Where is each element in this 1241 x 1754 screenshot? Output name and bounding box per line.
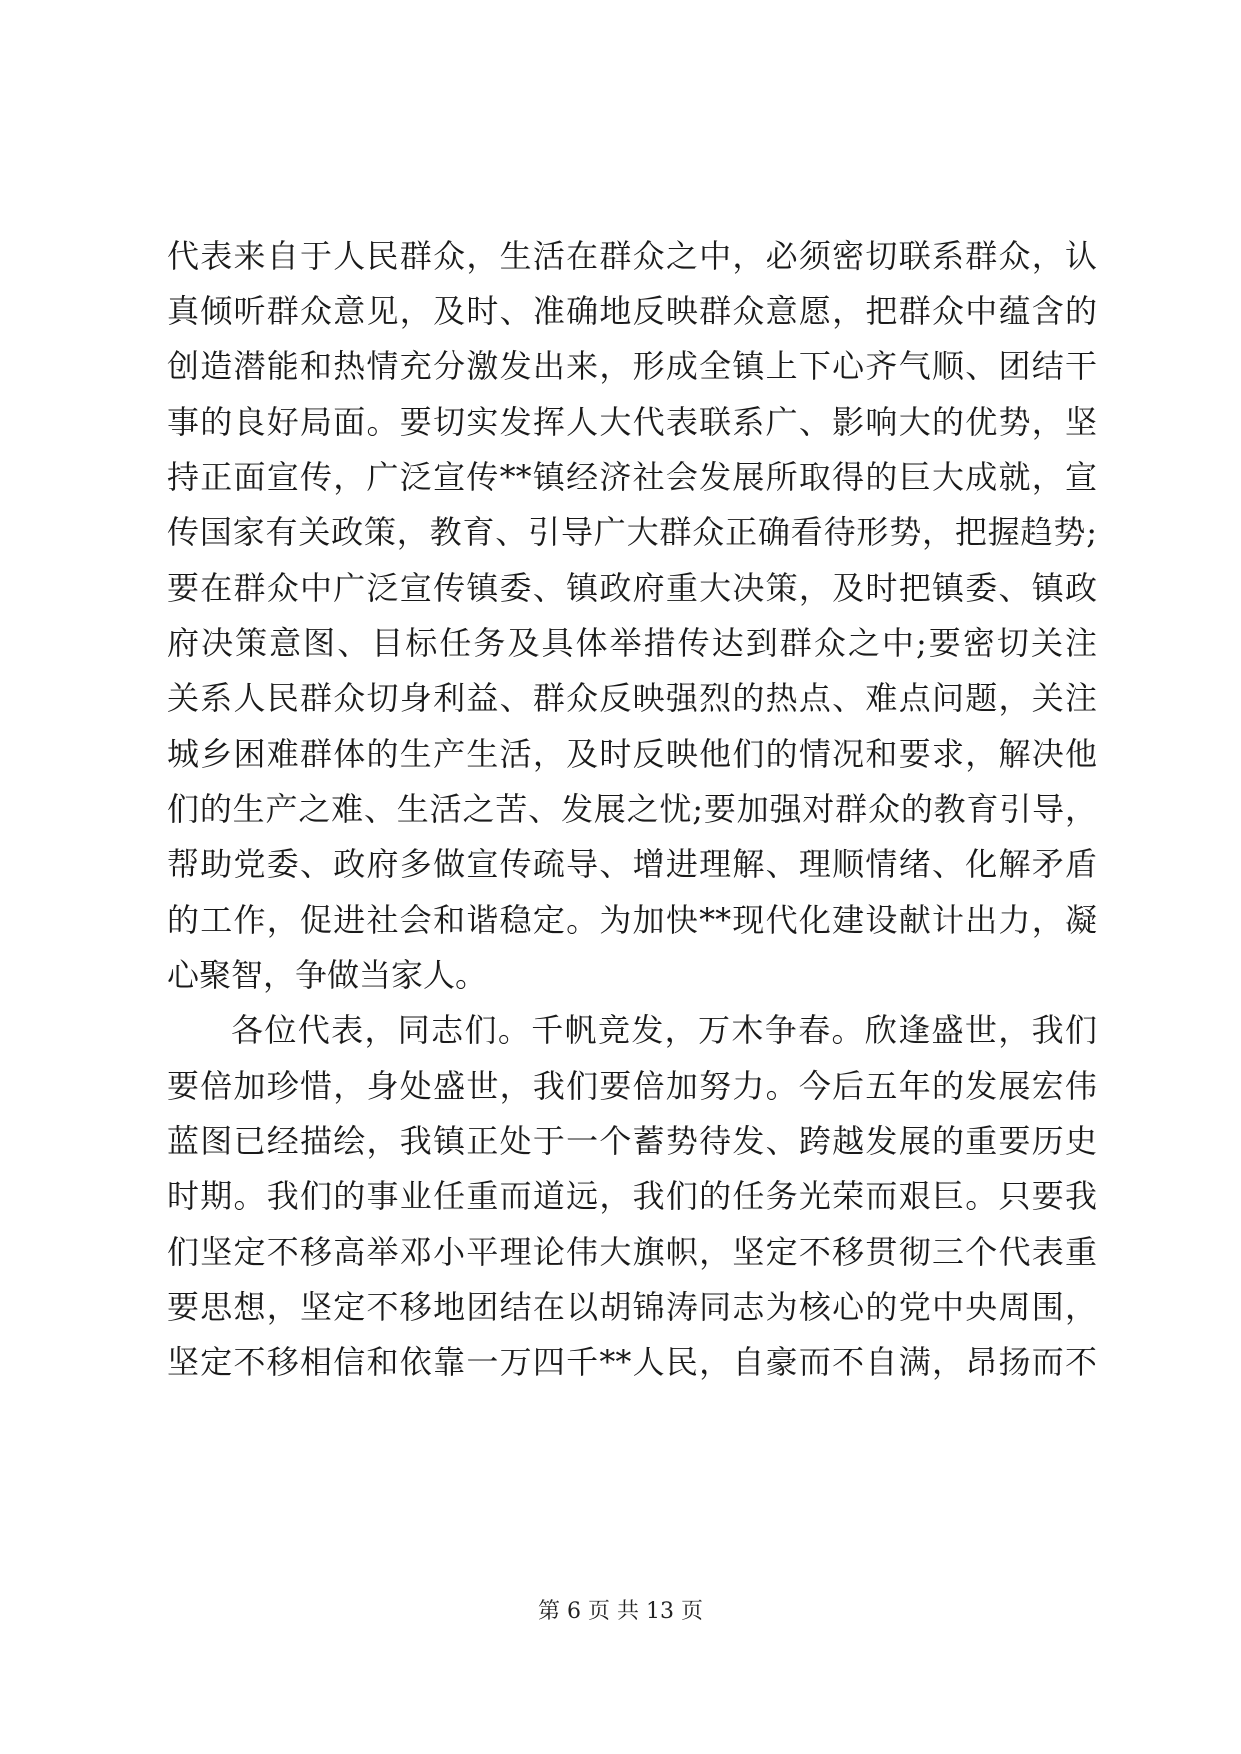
text-line: 坚定不移相信和依靠一万四千**人民，自豪而不自满，昂扬而不 (167, 1343, 1097, 1381)
text-line: 心聚智，争做当家人。 (167, 956, 488, 994)
text-line: 创造潜能和热情充分激发出来，形成全镇上下心齐气顺、团结干 (167, 347, 1097, 385)
text-line: 的工作，促进社会和谐稳定。为加快**现代化建设献计出力，凝 (167, 901, 1097, 939)
text-line: 时期。我们的事业任重而道远，我们的任务光荣而艰巨。只要我 (167, 1177, 1097, 1215)
text-line: 关系人民群众切身利益、群众反映强烈的热点、难点问题，关注 (167, 679, 1097, 717)
text-line: 要在群众中广泛宣传镇委、镇政府重大决策，及时把镇委、镇政 (167, 569, 1097, 607)
text-line: 事的良好局面。要切实发挥人大代表联系广、影响大的优势，坚 (167, 403, 1097, 441)
text-line: 府决策意图、目标任务及具体举措传达到群众之中;要密切关注 (167, 624, 1097, 662)
text-line: 蓝图已经描绘，我镇正处于一个蓄势待发、跨越发展的重要历史 (167, 1122, 1097, 1160)
text-line: 真倾听群众意见，及时、准确地反映群众意愿，把群众中蕴含的 (167, 292, 1097, 330)
text-line: 们坚定不移高举邓小平理论伟大旗帜，坚定不移贯彻三个代表重 (167, 1233, 1097, 1271)
text-line: 代表来自于人民群众，生活在群众之中，必须密切联系群众，认 (167, 237, 1097, 275)
text-line: 各位代表，同志们。千帆竞发，万木争春。欣逢盛世，我们 (231, 1011, 1097, 1049)
text-line: 持正面宣传，广泛宣传**镇经济社会发展所取得的巨大成就，宣 (167, 458, 1097, 496)
text-line: 帮助党委、政府多做宣传疏导、增进理解、理顺情绪、化解矛盾 (167, 845, 1097, 883)
text-line: 们的生产之难、生活之苦、发展之忧;要加强对群众的教育引导， (167, 790, 1097, 828)
text-line: 城乡困难群体的生产生活，及时反映他们的情况和要求，解决他 (167, 735, 1097, 773)
page-number-footer: 第 6 页 共 13 页 (538, 1599, 703, 1624)
text-line: 要思想，坚定不移地团结在以胡锦涛同志为核心的党中央周围， (167, 1288, 1097, 1326)
text-line: 传国家有关政策，教育、引导广大群众正确看待形势，把握趋势; (167, 513, 1097, 551)
text-line: 要倍加珍惜，身处盛世，我们要倍加努力。今后五年的发展宏伟 (167, 1067, 1097, 1105)
